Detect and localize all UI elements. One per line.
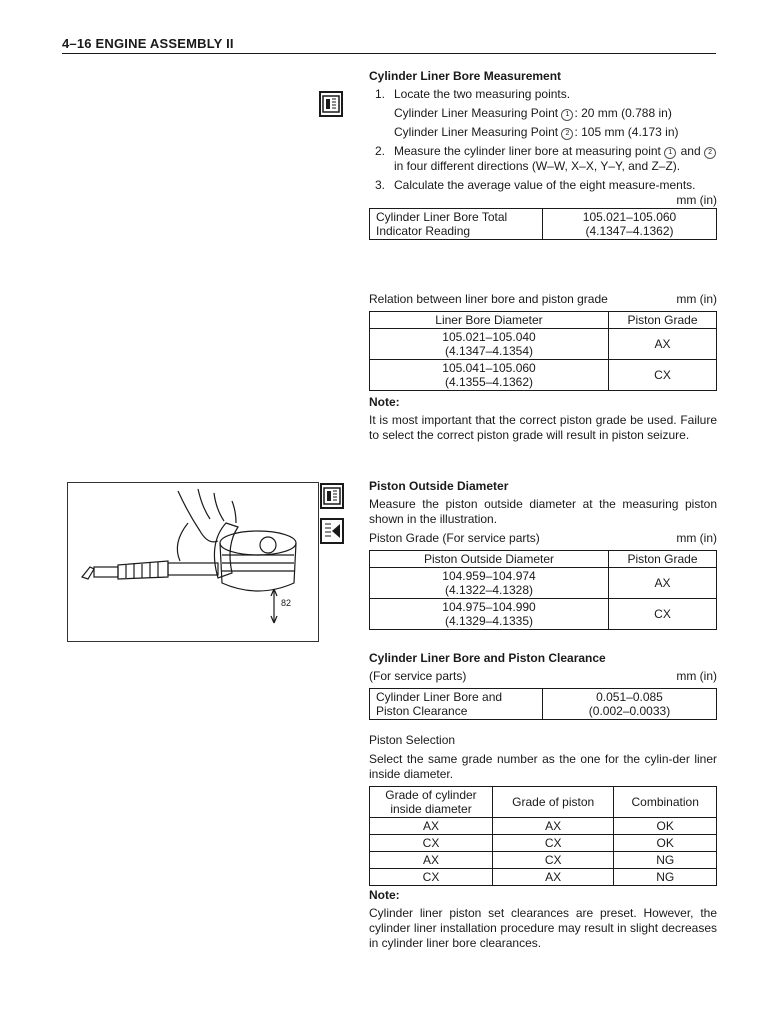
table-cell: CX bbox=[609, 599, 717, 630]
measure-gauge-icon bbox=[319, 91, 343, 117]
column-header: Grade of piston bbox=[493, 787, 614, 818]
table-cell: AX bbox=[493, 818, 614, 835]
table-cell: 105.041–105.060 (4.1355–4.1362) bbox=[370, 360, 609, 391]
figure-label: 82 bbox=[281, 598, 292, 608]
table-row bbox=[370, 852, 717, 869]
table-cell: OK bbox=[614, 835, 717, 852]
table-cell: AX bbox=[370, 818, 493, 835]
table-cell: Cylinder Liner Bore Total Indicator Reading bbox=[370, 209, 543, 240]
table-row bbox=[370, 599, 717, 630]
table-row bbox=[370, 869, 717, 886]
table-cell: CX bbox=[370, 835, 493, 852]
table-row bbox=[370, 818, 717, 835]
table-cell: NG bbox=[614, 852, 717, 869]
table-cell: 104.959–104.974 (4.1322–4.1328) bbox=[370, 568, 609, 599]
piston-selection-table bbox=[369, 786, 717, 886]
table-cell: AX bbox=[609, 329, 717, 360]
point-1-marker: 1 bbox=[561, 109, 573, 121]
section-title: Cylinder Liner Bore Measurement bbox=[369, 69, 562, 83]
point-2-marker: 2 bbox=[561, 128, 573, 140]
unit-label: mm (in) bbox=[676, 193, 717, 207]
column-header: Combination bbox=[614, 787, 717, 818]
step-1: 1. Locate the two measuring points. bbox=[375, 87, 571, 101]
section-title: Piston Outside Diameter bbox=[369, 479, 509, 493]
section-title: Piston Selection bbox=[369, 733, 456, 747]
liner-grade-table bbox=[369, 311, 717, 391]
table-header-row bbox=[370, 312, 717, 329]
piston-measuring-illustration bbox=[67, 482, 319, 642]
piston-diameter-section bbox=[369, 479, 717, 630]
table-row bbox=[370, 360, 717, 391]
table-cell: 0.051–0.085 (0.002–0.0033) bbox=[543, 689, 717, 720]
column-header: Liner Bore Diameter bbox=[370, 312, 609, 329]
clearance-table bbox=[369, 688, 717, 720]
table-cell: CX bbox=[493, 835, 614, 852]
measure-gauge-icon bbox=[320, 483, 344, 509]
table-cell: OK bbox=[614, 818, 717, 835]
column-header: Piston Outside Diameter bbox=[370, 551, 609, 568]
piston-selection-section bbox=[369, 733, 717, 951]
note-label: Note: bbox=[369, 888, 400, 902]
table-cell: 104.975–104.990 (4.1329–4.1335) bbox=[370, 599, 609, 630]
table-cell: CX bbox=[493, 852, 614, 869]
table-cell: Cylinder Liner Bore and Piston Clearance bbox=[370, 689, 543, 720]
table-cell: 105.021–105.040 (4.1347–4.1354) bbox=[370, 329, 609, 360]
table-cell: AX bbox=[370, 852, 493, 869]
unit-label: mm (in) bbox=[676, 669, 717, 683]
grade-relation-section bbox=[369, 292, 717, 443]
note-text: It is most important that the correct piston grade be used. Failure to select the correct piston grade will result in piston seizure. bbox=[369, 413, 717, 442]
column-header: Piston Grade bbox=[609, 312, 717, 329]
step-2: 2. Measure the cylinder liner bore at measuring point 1 and 2 in four different directions (W–W, X–X, Y–Y, and Z–Z). bbox=[369, 144, 717, 174]
table-header-row bbox=[370, 787, 717, 818]
table-caption: (For service parts) bbox=[369, 669, 467, 683]
column-header: Grade of cylinder inside diameter bbox=[370, 787, 493, 818]
unit-label: mm (in) bbox=[676, 531, 717, 545]
note-text: Cylinder liner piston set clearances are preset. However, the cylinder liner installation procedure may result in slight decreases in cylinder liner bore clearances. bbox=[369, 906, 717, 950]
note-label: Note: bbox=[369, 395, 400, 409]
table-cell: 105.021–105.060 (4.1347–4.1362) bbox=[543, 209, 717, 240]
measuring-point-2: Cylinder Liner Measuring Point 2 : 105 mm (4.173 in) bbox=[394, 125, 679, 139]
table-cell: NG bbox=[614, 869, 717, 886]
page-header: 4–16 ENGINE ASSEMBLY II bbox=[62, 36, 234, 51]
piston-grade-table bbox=[369, 550, 717, 630]
unit-label: mm (in) bbox=[676, 292, 717, 306]
table-row bbox=[370, 835, 717, 852]
table-cell: CX bbox=[370, 869, 493, 886]
header-rule bbox=[62, 53, 716, 54]
instruction-text: Measure the piston outside diameter at the measuring piston shown in the illustration. bbox=[369, 497, 717, 526]
column-header: Piston Grade bbox=[609, 551, 717, 568]
table-caption: Piston Grade (For service parts) bbox=[369, 531, 540, 545]
micrometer-piston-drawing bbox=[68, 483, 318, 641]
table-cell: CX bbox=[609, 360, 717, 391]
table-row bbox=[370, 568, 717, 599]
bore-measurement-section bbox=[369, 69, 717, 240]
table-caption: Relation between liner bore and piston grade bbox=[369, 292, 608, 306]
bore-tir-table bbox=[369, 208, 717, 240]
table-header-row bbox=[370, 551, 717, 568]
instruction-text: Select the same grade number as the one for the cylin-der liner inside diameter. bbox=[369, 752, 717, 781]
table-row bbox=[370, 329, 717, 360]
step-3: 3. Calculate the average value of the eight measure-ments. bbox=[375, 178, 696, 192]
clearance-section bbox=[369, 651, 717, 720]
service-data-icon bbox=[320, 518, 344, 544]
section-title: Cylinder Liner Bore and Piston Clearance bbox=[369, 651, 606, 665]
table-cell: AX bbox=[493, 869, 614, 886]
table-cell: AX bbox=[609, 568, 717, 599]
measuring-point-1: Cylinder Liner Measuring Point 1 : 20 mm (0.788 in) bbox=[394, 106, 672, 120]
